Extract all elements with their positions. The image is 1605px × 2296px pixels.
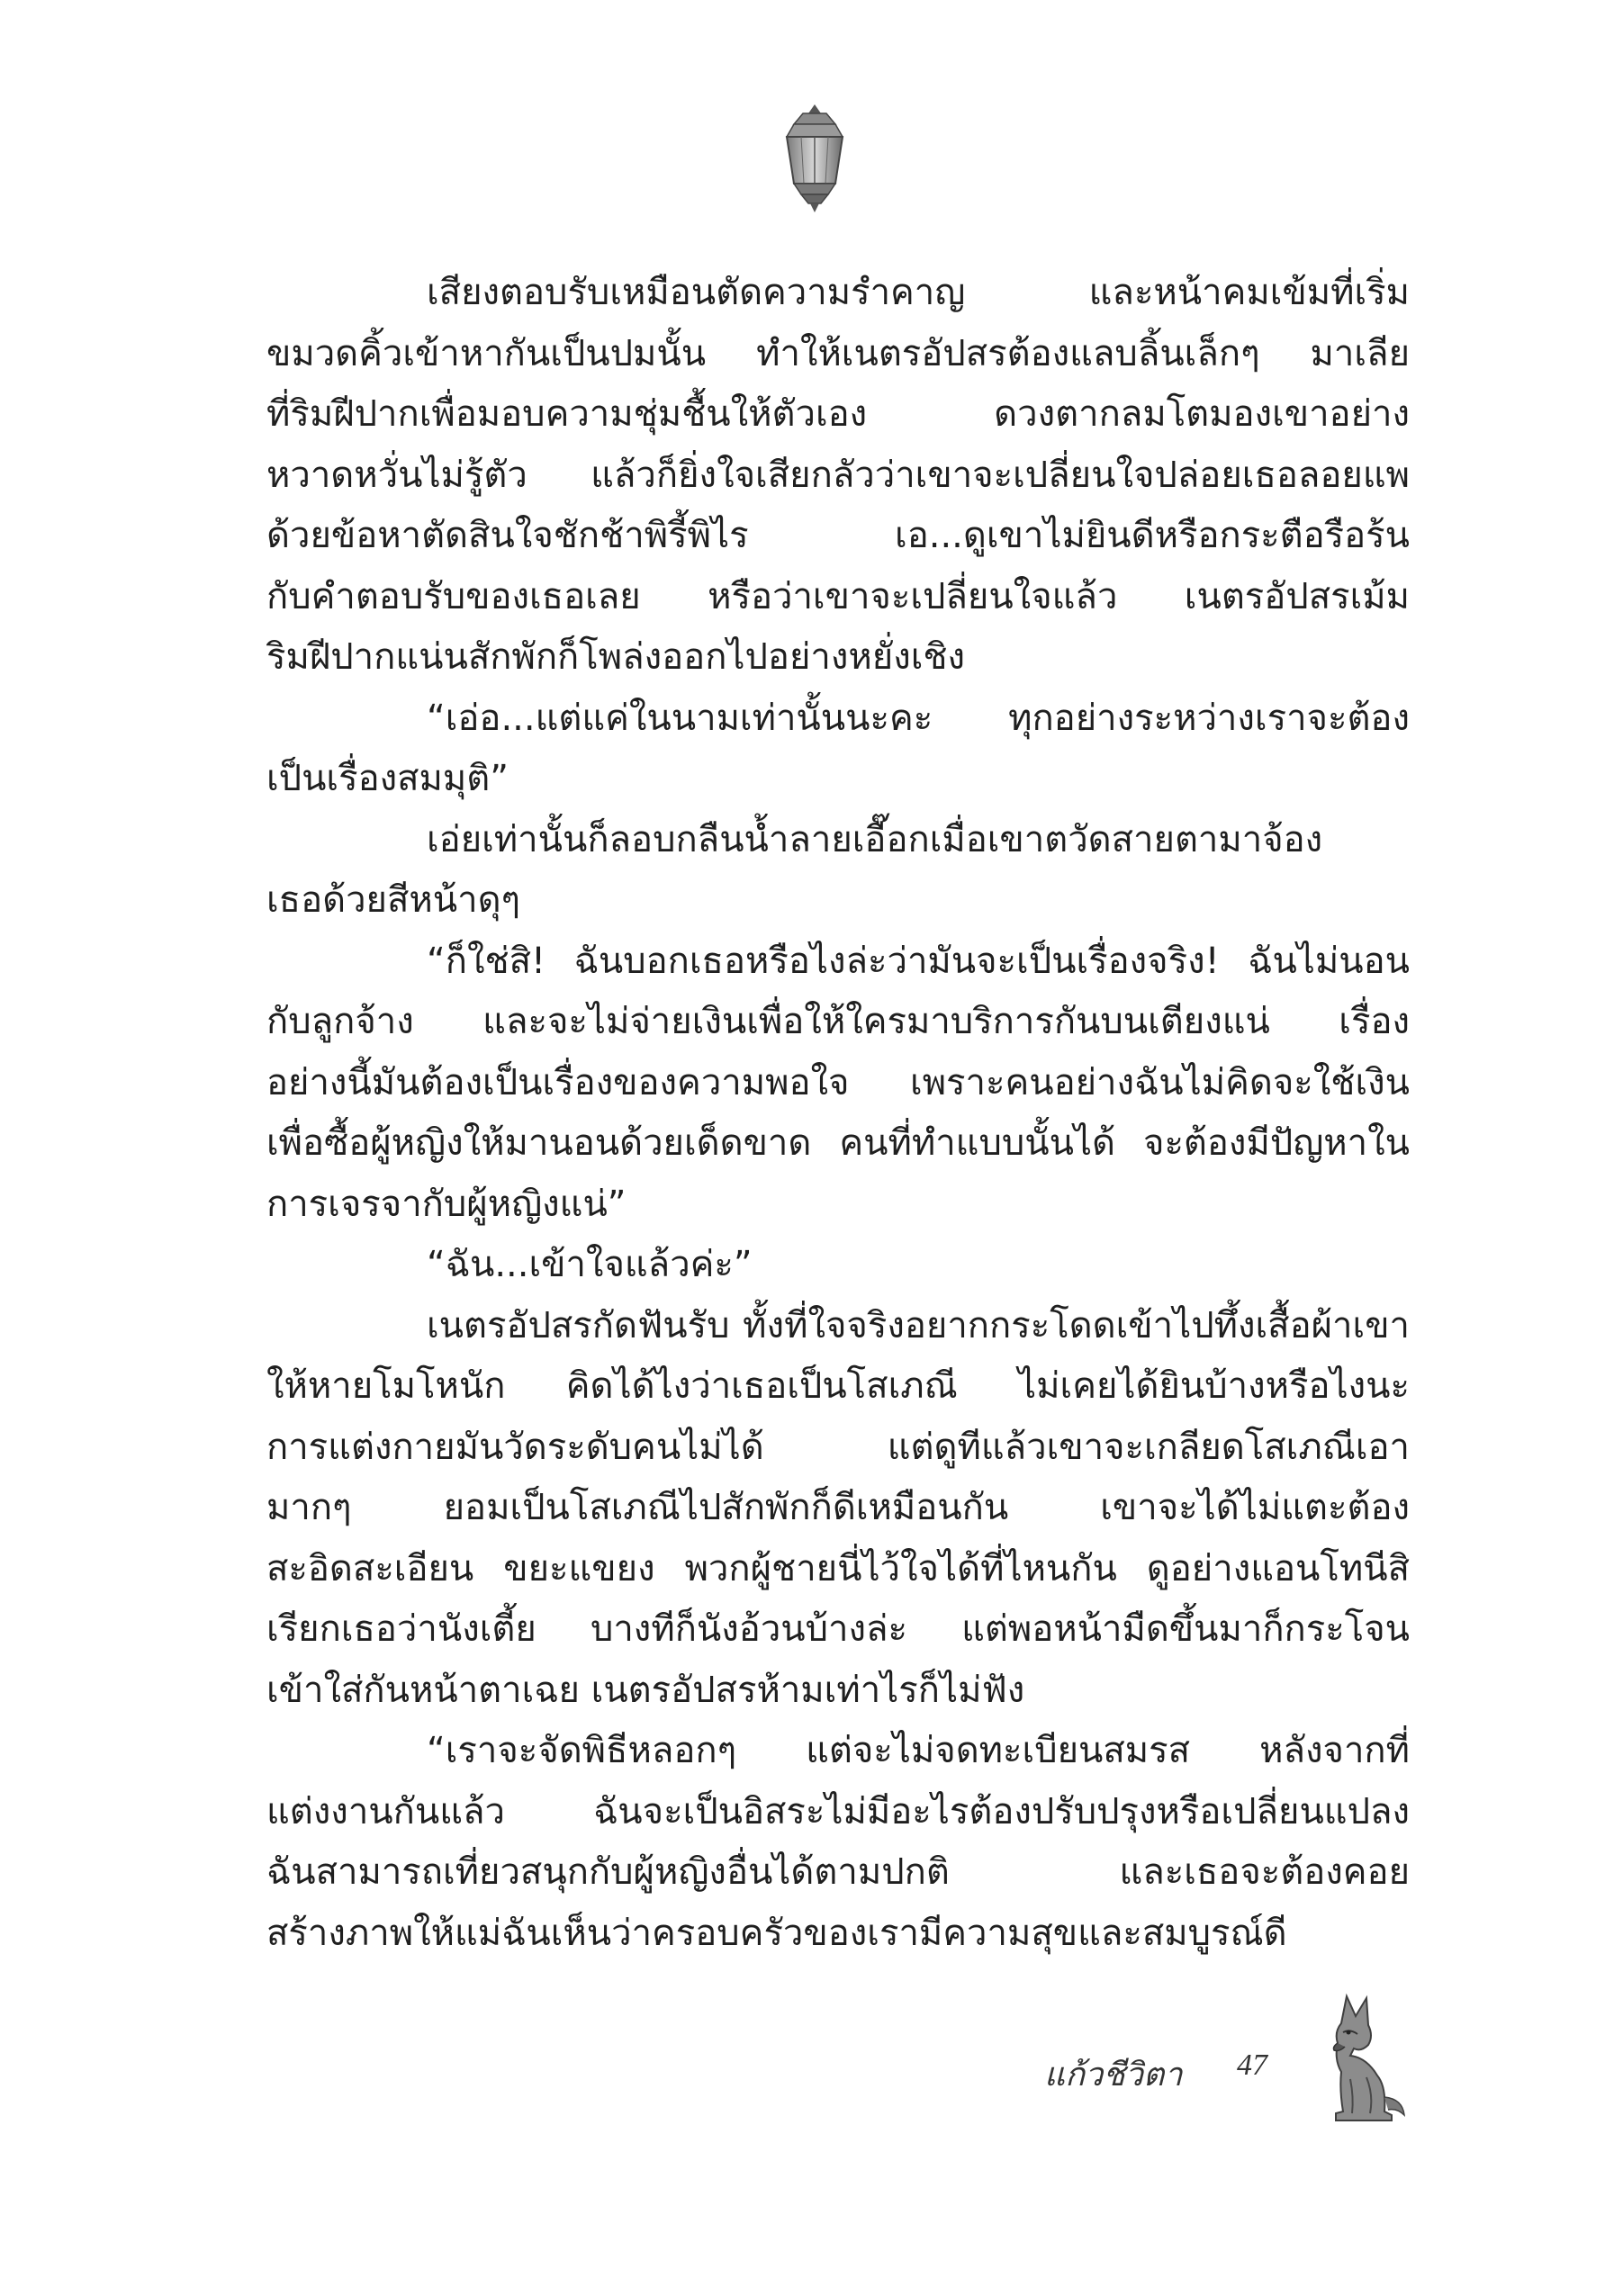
text-line: สร้างภาพให้แม่ฉันเห็นว่าครอบครัวของเรามีความสุขและสมบูรณ์ดี	[266, 1912, 1287, 1954]
body-text	[266, 263, 1410, 1964]
dog-icon	[1314, 1989, 1413, 2124]
paragraph	[266, 1296, 1410, 1722]
text-line: ให้หายโมโหนัก คิดได้ไงว่าเธอเป็นโสเภณี ไม่เคยได้ยินบ้างหรือไงนะ	[266, 1365, 1410, 1407]
text-line: ริมฝีปากแน่นสักพักก็โพล่งออกไปอย่างหยั่งเชิง	[266, 636, 966, 678]
text-line: ขมวดคิ้วเข้าหากันเป็นปมนั้น ทำให้เนตรอัปสรต้องแลบลิ้นเล็กๆ มาเลีย	[266, 332, 1410, 374]
text-line: เสียงตอบรับเหมือนตัดความรำคาญ และหน้าคมเข้มที่เริ่ม	[427, 272, 1410, 313]
text-line: แต่งงานกันแล้ว ฉันจะเป็นอิสระไม่มีอะไรต้องปรับปรุงหรือเปลี่ยนแปลง	[266, 1790, 1410, 1832]
text-line: การเจรจากับผู้หญิงแน่”	[266, 1183, 627, 1225]
text-line: การแต่งกายมันวัดระดับคนไม่ได้ แต่ดูทีแล้วเขาจะเกลียดโสเภณีเอา	[266, 1426, 1410, 1468]
text-line: อย่างนี้มันต้องเป็นเรื่องของความพอใจ เพราะคนอย่างฉันไม่คิดจะใช้เงิน	[266, 1061, 1410, 1103]
text-line: สะอิดสะเอียน ขยะแขยง พวกผู้ชายนี่ไว้ใจได้ที่ไหนกัน ดูอย่างแอนโทนีสิ	[266, 1547, 1410, 1589]
text-line: เพื่อซื้อผู้หญิงให้มานอนด้วยเด็ดขาด คนที่ทำแบบนั้นได้ จะต้องมีปัญหาใน	[266, 1122, 1410, 1164]
text-line: หวาดหวั่นไม่รู้ตัว แล้วก็ยิ่งใจเสียกลัวว่าเขาจะเปลี่ยนใจปล่อยเธอลอยแพ	[266, 454, 1410, 496]
text-line: ฉันสามารถเที่ยวสนุกกับผู้หญิงอื่นได้ตามปกติ และเธอจะต้องคอย	[266, 1851, 1410, 1893]
paragraph	[266, 1235, 1410, 1296]
paragraph	[266, 932, 1410, 1236]
text-line: “ฉัน...เข้าใจแล้วค่ะ”	[427, 1244, 753, 1285]
text-line: กับลูกจ้าง และจะไม่จ่ายเงินเพื่อให้ใครมาบริการกันบนเตียงแน่ เรื่อง	[266, 1001, 1410, 1042]
text-line: เธอด้วยสีหน้าดุๆ	[266, 879, 521, 921]
text-line: ที่ริมฝีปากเพื่อมอบความชุ่มชื้นให้ตัวเอง ดวงตากลมโตมองเขาอย่าง	[266, 393, 1410, 435]
page-number: 47	[1237, 2048, 1267, 2082]
text-line: เข้าใส่กันหน้าตาเฉย เนตรอัปสรห้ามเท่าไรก็ไม่ฟัง	[266, 1669, 1025, 1711]
paragraph	[266, 263, 1410, 689]
text-line: ด้วยข้อหาตัดสินใจชักช้าพิรี้พิไร เอ...ดูเขาไม่ยินดีหรือกระตือรือร้น	[266, 515, 1410, 556]
text-line: กับคำตอบรับของเธอเลย หรือว่าเขาจะเปลี่ยนใจแล้ว เนตรอัปสรเม้ม	[266, 575, 1410, 617]
paragraph	[266, 1721, 1410, 1964]
text-line: เรียกเธอว่านังเตี้ย บางทีก็นังอ้วนบ้างล่ะ แต่พอหน้ามืดขึ้นมาก็กระโจน	[266, 1608, 1410, 1650]
text-line: มากๆ ยอมเป็นโสเภณีไปสักพักก็ดีเหมือนกัน เขาจะได้ไม่แตะต้อง	[266, 1487, 1410, 1528]
paragraph	[266, 810, 1410, 932]
text-line: “ก็ใช่สิ! ฉันบอกเธอหรือไงล่ะว่ามันจะเป็นเรื่องจริง! ฉันไม่นอน	[427, 940, 1410, 982]
text-line: เอ่ยเท่านั้นก็ลอบกลืนน้ำลายเอื๊อกเมื่อเขาตวัดสายตามาจ้อง	[427, 818, 1323, 860]
lantern-icon	[776, 101, 853, 214]
paragraph	[266, 689, 1410, 810]
text-line: เป็นเรื่องสมมุติ”	[266, 758, 509, 799]
text-line: เนตรอัปสรกัดฟันรับ ทั้งที่ใจจริงอยากกระโดดเข้าไปทึ้งเสื้อผ้าเขา	[427, 1304, 1410, 1346]
text-line: “เราจะจัดพิธีหลอกๆ แต่จะไม่จดทะเบียนสมรส หลังจากที่	[427, 1730, 1410, 1771]
running-footer-title: แก้วชีวิตา	[1044, 2057, 1183, 2093]
text-line: “เอ่อ...แต่แค่ในนามเท่านั้นนะคะ ทุกอย่างระหว่างเราจะต้อง	[427, 697, 1410, 739]
